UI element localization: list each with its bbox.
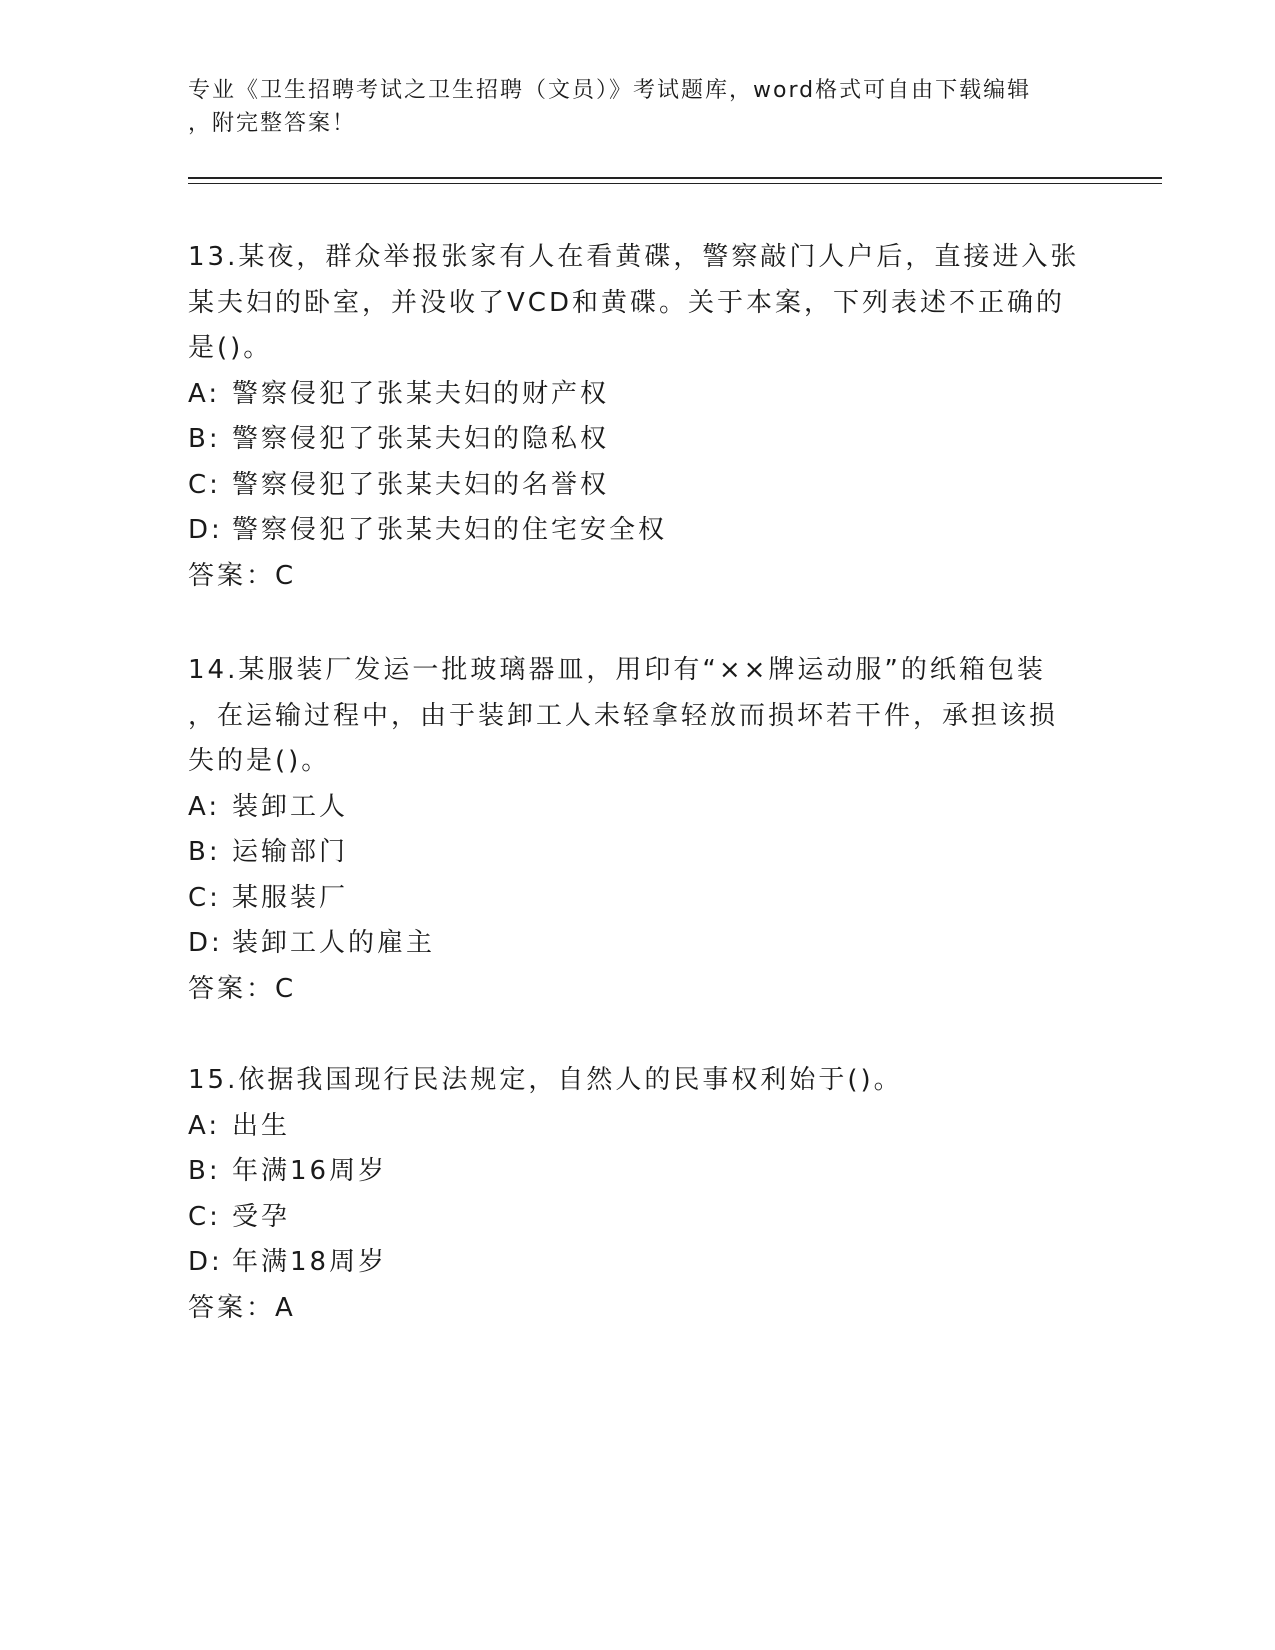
question-14 (188, 648, 1088, 1012)
option-key: A: (188, 791, 221, 822)
option-key: C: (188, 469, 221, 500)
option-d (188, 1240, 1088, 1286)
option-text: 受孕 (232, 1201, 291, 1232)
question-stem-line: ，在运输过程中，由于装卸工人未轻拿轻放而损坏若干件，承担该损 (188, 700, 1059, 731)
option-a (188, 372, 1088, 418)
option-key: A: (188, 378, 221, 409)
option-b (188, 417, 1088, 463)
option-a (188, 1104, 1088, 1150)
option-text: 装卸工人的雇主 (232, 928, 436, 958)
question-15 (188, 1058, 1088, 1331)
option-d (188, 508, 1088, 554)
header-line-2: ，附完整答案！ (188, 111, 357, 136)
option-text: 警察侵犯了张某夫妇的财产权 (232, 378, 610, 409)
answer-line: 答案：C (188, 973, 297, 1004)
option-key: A: (188, 1110, 221, 1141)
option-d (188, 921, 1088, 967)
question-stem-line: 13.某夜，群众举报张家有人在看黄碟，警察敲门人户后，直接进入张 (188, 242, 1080, 272)
option-text: 警察侵犯了张某夫妇的住宅安全权 (232, 515, 668, 545)
option-text: 出生 (232, 1110, 291, 1141)
option-text: 年满16周岁 (232, 1156, 388, 1186)
option-c (188, 463, 1088, 509)
option-text: 年满18周岁 (232, 1247, 388, 1277)
option-text: 某服装厂 (232, 882, 349, 913)
option-c (188, 1195, 1088, 1241)
question-stem-line: 失的是()。 (188, 746, 331, 776)
option-text: 警察侵犯了张某夫妇的名誉权 (232, 469, 610, 500)
option-text: 警察侵犯了张某夫妇的隐私权 (232, 424, 610, 454)
option-c (188, 876, 1088, 922)
option-key: D: (188, 928, 223, 958)
question-stem-line: 14.某服装厂发运一批玻璃器皿，用印有“××牌运动服”的纸箱包装 (188, 655, 1046, 685)
option-key: B: (188, 424, 221, 454)
option-key: D: (188, 515, 223, 545)
option-a (188, 785, 1088, 831)
question-stem-line: 某夫妇的卧室，并没收了VCD和黄碟。关于本案，下列表述不正确的 (188, 287, 1065, 318)
document-header (188, 74, 1068, 140)
header-line-1: 专业《卫生招聘考试之卫生招聘（文员）》考试题库，word格式可自由下载编辑 (188, 78, 1032, 103)
question-stem-line: 是()。 (188, 333, 273, 363)
header-divider-thin (188, 183, 1162, 184)
question-stem-line: 15.依据我国现行民法规定，自然人的民事权利始于()。 (188, 1065, 903, 1095)
option-key: C: (188, 1201, 221, 1232)
option-key: B: (188, 837, 221, 867)
option-key: B: (188, 1156, 221, 1186)
answer-line: 答案：A (188, 1292, 296, 1323)
option-key: C: (188, 882, 221, 913)
option-b (188, 1149, 1088, 1195)
answer-line: 答案：C (188, 560, 297, 591)
option-text: 装卸工人 (232, 791, 349, 822)
option-key: D: (188, 1247, 223, 1277)
header-divider-thick (188, 177, 1162, 179)
option-b (188, 830, 1088, 876)
option-text: 运输部门 (232, 837, 349, 867)
question-13 (188, 235, 1088, 599)
